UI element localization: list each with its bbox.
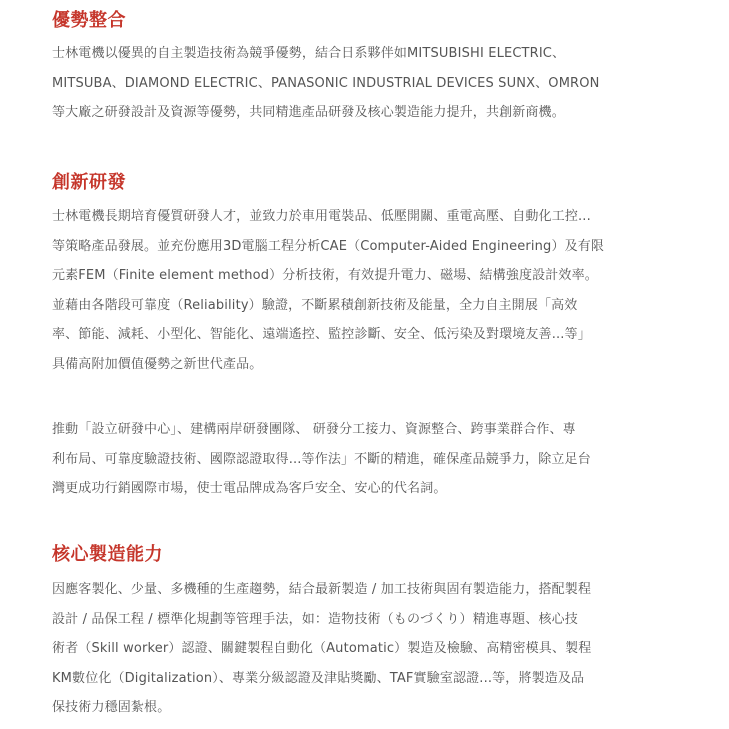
text-line: 士林電機長期培育優質研發人才，並致力於車用電裝品、低壓開關、重電高壓、自動化工控... [52, 209, 591, 224]
paragraph-rd-promotion [52, 415, 682, 504]
text-line: 具備高附加價值優勢之新世代產品。 [52, 356, 263, 372]
text-line: 元素FEM（Finite element method）分析技術，有效提升電力、磁場、結構強度設計效率。 [52, 268, 598, 284]
text-line: 利布局、可靠度驗證技術、國際認證取得...等作法」不斷的精進，確保產品競爭力，除立足台 [52, 451, 591, 467]
section-rd-promotion [52, 415, 682, 504]
heading-advantage-integration: 優勢整合 [52, 10, 126, 31]
paragraph-advantage-integration [52, 39, 682, 128]
text-line: 等大廠之研發設計及資源等優勢，共同精進產品研發及核心製造能力提升，共創新商機。 [52, 105, 565, 121]
text-line: 灣更成功行銷國際市場，使士電品牌成為客戶安全、安心的代名詞。 [52, 481, 447, 497]
paragraph-core-manufacturing [52, 575, 682, 723]
text-line: 等策略產品發展。並充份應用3D電腦工程分析CAE（Computer-Aided Engineering）及有限 [52, 238, 605, 254]
text-line: 設計 / 品保工程 / 標準化規劃等管理手法，如：造物技術（ものづくり）精進專題、核心技 [52, 611, 578, 627]
text-line: 保技術力穩固紮根。 [52, 700, 171, 716]
section-innovation-rd [52, 171, 682, 380]
heading-innovation-rd: 創新研發 [52, 172, 126, 193]
text-line: 並藉由各階段可靠度（Reliability）驗證，不斷累積創新技術及能量，全力自主開展「高效 [52, 297, 578, 313]
heading-core-manufacturing: 核心製造能力 [52, 544, 163, 565]
section-core-manufacturing [52, 543, 682, 723]
text-line: MITSUBA、DIAMOND ELECTRIC、PANASONIC INDUSTRIAL DEVICES SUNX、OMRON [52, 75, 600, 91]
paragraph-innovation-rd [52, 202, 682, 380]
text-line: 率、節能、減耗、小型化、智能化、遠端遙控、監控診斷、安全、低污染及對環境友善...等」 [52, 327, 591, 343]
text-line: 推動「設立研發中心」、建構兩岸研發團隊、 研發分工接力、資源整合、跨事業群合作、專 [52, 422, 576, 437]
text-line: 術者（Skill worker）認證、關鍵製程自動化（Automatic）製造及檢驗、高精密模具、製程 [52, 641, 592, 657]
section-advantage-integration [52, 9, 682, 128]
text-line: KM數位化（Digitalization）、專業分級認證及津貼獎勵、TAF實驗室認證...等，將製造及品 [52, 670, 585, 686]
text-line: 因應客製化、少量、多機種的生產趨勢，結合最新製造 / 加工技術與固有製造能力，搭配製程 [52, 582, 592, 597]
text-line: 士林電機以優異的自主製造技術為競爭優勢，結合日系夥伴如MITSUBISHI ELECTRIC、 [52, 46, 566, 61]
